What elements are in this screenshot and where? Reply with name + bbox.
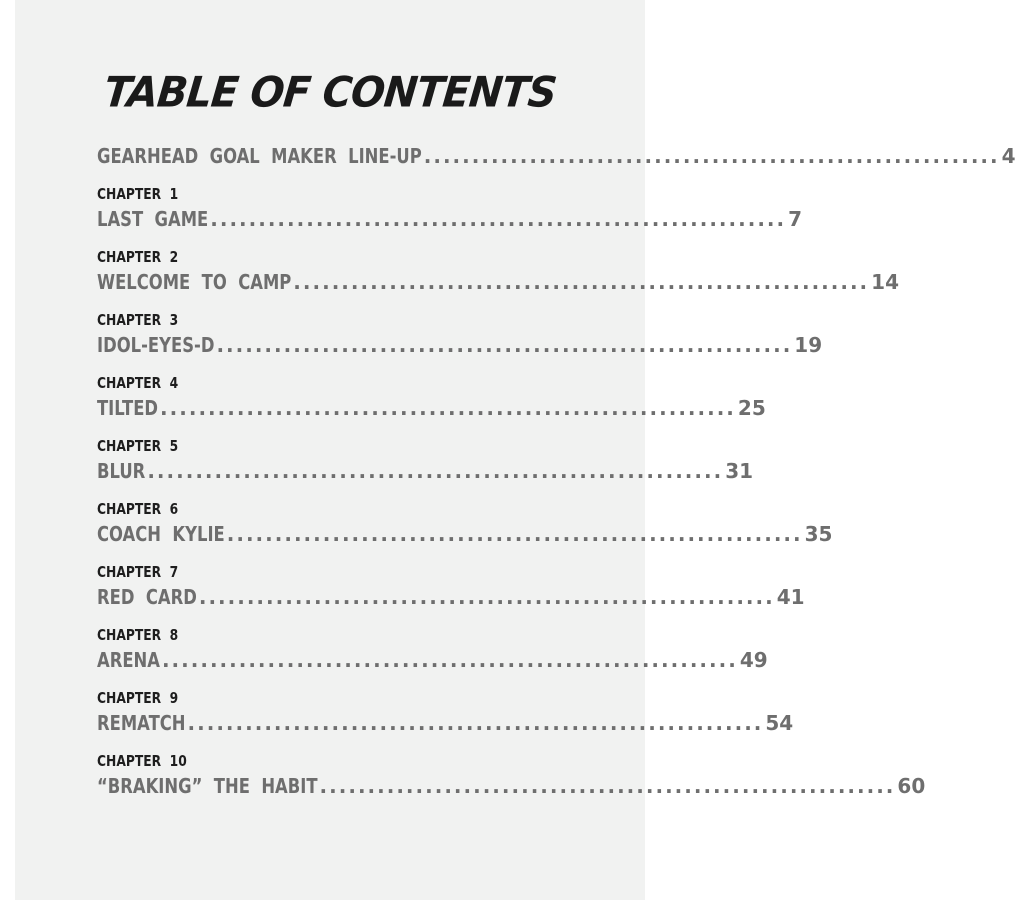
- toc-entry[interactable]: [97, 140, 1016, 168]
- page-title: TABLE OF CONTENTS: [101, 68, 559, 118]
- toc-line: [97, 707, 794, 735]
- entry-title: WELCOME TO CAMP: [97, 270, 292, 294]
- entry-title: “BRAKING” THE HABIT: [97, 774, 318, 798]
- dot-leader: ............................................................: [319, 774, 896, 798]
- page-number: 4: [1001, 144, 1016, 168]
- chapter-label: CHAPTER 5: [97, 437, 179, 455]
- toc-entry[interactable]: [97, 311, 823, 357]
- dot-leader: ............................................................: [293, 270, 870, 294]
- page-number: 49: [739, 648, 768, 672]
- dot-leader: ............................................................: [216, 333, 793, 357]
- chapter-label: CHAPTER 9: [97, 689, 179, 707]
- dot-leader: ............................................................: [210, 207, 787, 231]
- entry-title: BLUR: [97, 459, 146, 483]
- page-number: 35: [804, 522, 833, 546]
- chapter-label: CHAPTER 10: [97, 752, 187, 770]
- toc-entry[interactable]: [97, 374, 766, 420]
- dot-leader: ............................................................: [187, 711, 764, 735]
- entry-title: REMATCH: [97, 711, 186, 735]
- toc-line: [97, 266, 899, 294]
- toc-line: [97, 644, 768, 672]
- entry-title: ARENA: [97, 648, 160, 672]
- dot-leader: ............................................................: [198, 585, 775, 609]
- toc-line: [97, 770, 926, 798]
- page-number: 14: [871, 270, 899, 294]
- dot-leader: ............................................................: [423, 144, 1000, 168]
- toc-line: [97, 392, 766, 420]
- chapter-label: CHAPTER 7: [97, 563, 179, 581]
- page-number: 25: [737, 396, 766, 420]
- dot-leader: ............................................................: [147, 459, 724, 483]
- toc-entry[interactable]: [97, 437, 754, 483]
- toc-line: [97, 581, 805, 609]
- toc-entry[interactable]: [97, 185, 803, 231]
- page-number: 19: [794, 333, 823, 357]
- toc-entry[interactable]: [97, 563, 805, 609]
- page-number: 31: [725, 459, 754, 483]
- chapter-label: CHAPTER 2: [97, 248, 179, 266]
- page-number: 54: [765, 711, 794, 735]
- dot-leader: ............................................................: [226, 522, 803, 546]
- entry-title: COACH KYLIE: [97, 522, 225, 546]
- page-number: 41: [776, 585, 805, 609]
- chapter-label: CHAPTER 3: [97, 311, 179, 329]
- entry-title: IDOL-EYES-D: [97, 333, 215, 357]
- chapter-label: CHAPTER 8: [97, 626, 179, 644]
- entry-title: RED CARD: [97, 585, 197, 609]
- page-number: 60: [897, 774, 926, 798]
- toc-line: [97, 203, 803, 231]
- book-page: [15, 0, 1016, 900]
- chapter-label: CHAPTER 1: [97, 185, 179, 203]
- toc-entry[interactable]: [97, 500, 833, 546]
- toc-entry[interactable]: [97, 752, 926, 798]
- toc-line: [97, 140, 1016, 168]
- page-number: 7: [788, 207, 803, 231]
- entry-title: LAST GAME: [97, 207, 209, 231]
- toc-entry[interactable]: [97, 248, 899, 294]
- toc-line: [97, 329, 823, 357]
- toc-entry[interactable]: [97, 626, 768, 672]
- toc-entry[interactable]: [97, 689, 794, 735]
- toc-list: [97, 140, 1016, 798]
- chapter-label: CHAPTER 6: [97, 500, 179, 518]
- dot-leader: ............................................................: [160, 396, 736, 420]
- dot-leader: ............................................................: [161, 648, 738, 672]
- toc-line: [97, 455, 754, 483]
- entry-title: GEARHEAD GOAL MAKER LINE-UP: [97, 144, 422, 168]
- chapter-label: CHAPTER 4: [97, 374, 179, 392]
- entry-title: TILTED: [97, 396, 159, 420]
- toc-line: [97, 518, 833, 546]
